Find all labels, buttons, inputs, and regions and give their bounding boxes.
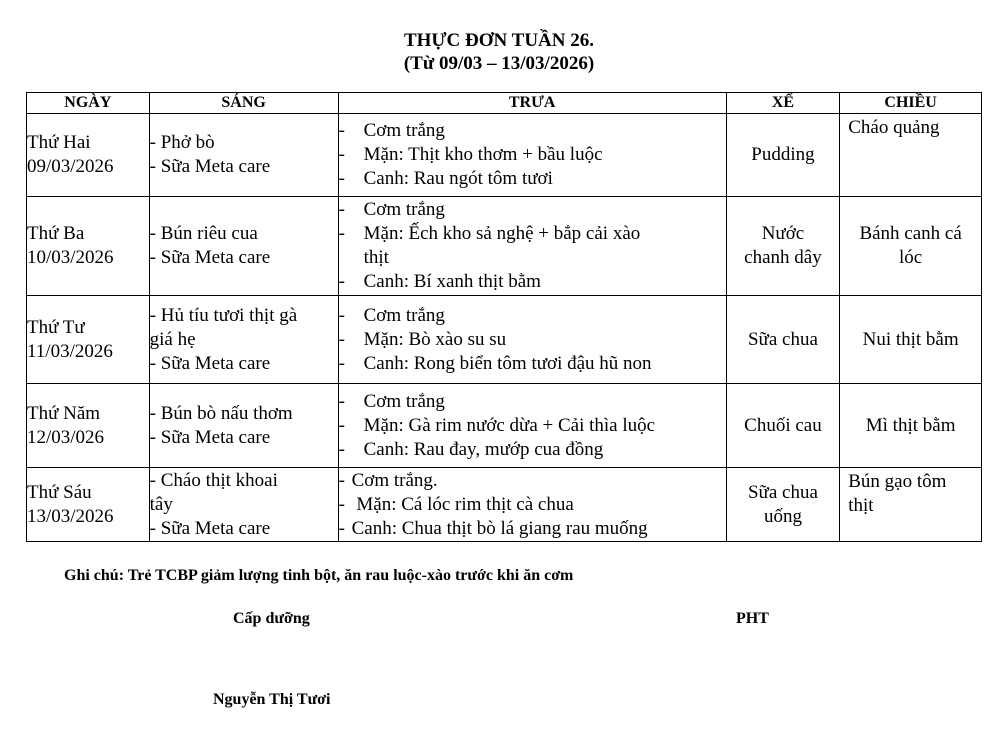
- header-xe: XẾ: [726, 93, 840, 114]
- day-date: 10/03/2026: [27, 247, 114, 268]
- afternoon-cell: [840, 114, 982, 197]
- day-cell: [27, 114, 150, 197]
- afternoon-item: lóc: [899, 247, 923, 268]
- day-cell: [27, 384, 150, 468]
- day-date: 13/03/2026: [27, 505, 114, 527]
- lunch-item: Mặn: Cá lóc rim thịt cà chua: [351, 493, 574, 515]
- snack-cell: [726, 384, 840, 468]
- breakfast-item: - Bún bò nấu thơm: [149, 402, 293, 424]
- lunch-item: Cơm trắng: [363, 390, 445, 412]
- lunch-item: Canh: Rong biển tôm tươi đậu hũ non: [363, 352, 652, 374]
- lunch-item: Canh: Bí xanh thịt bằm: [363, 271, 541, 292]
- bullet: -: [338, 390, 345, 412]
- breakfast-item: - Sữa Meta care: [149, 426, 271, 448]
- snack-cell: [726, 114, 840, 197]
- bullet: -: [338, 223, 345, 244]
- lunch-item: Cơm trắng: [363, 120, 445, 141]
- breakfast-item: - Phở bò: [149, 132, 215, 153]
- afternoon-item: Mì thịt bằm: [865, 414, 956, 436]
- breakfast-item: - Sữa Meta care: [149, 517, 271, 539]
- breakfast-item: tây: [149, 493, 173, 515]
- afternoon-item: Bánh canh cá: [859, 223, 962, 244]
- snack-item: Sữa chua: [747, 481, 818, 503]
- snack-cell: [726, 197, 840, 296]
- bullet: -: [338, 271, 345, 292]
- day-date: 12/03/026: [27, 426, 105, 448]
- day-name: Thứ Hai: [27, 132, 91, 153]
- breakfast-item: giá hẹ: [149, 328, 196, 350]
- breakfast-item: - Bún riêu cua: [149, 223, 258, 244]
- afternoon-cell: [840, 468, 982, 542]
- bullet: -: [338, 469, 345, 491]
- table-header-row: [27, 93, 982, 114]
- document-title: THỰC ĐƠN TUẦN 26.: [403, 30, 594, 51]
- day-name: Thứ Năm: [27, 402, 101, 424]
- lunch-item: Mặn: Thịt kho thơm + bầu luộc: [363, 144, 603, 165]
- menu-table: [26, 92, 982, 542]
- lunch-cell: [338, 114, 726, 197]
- day-cell: [27, 197, 150, 296]
- breakfast-item: - Cháo thịt khoai: [149, 469, 278, 491]
- table-row: [27, 114, 982, 197]
- breakfast-cell: [149, 384, 338, 468]
- breakfast-cell: [149, 468, 338, 542]
- bullet: -: [338, 168, 345, 189]
- snack-item: chanh dây: [744, 247, 822, 268]
- bullet: -: [338, 414, 345, 436]
- day-name: Thứ Tư: [27, 316, 85, 338]
- lunch-item: Mặn: Bò xào su su: [363, 328, 507, 350]
- header-sang: SÁNG: [149, 93, 338, 114]
- afternoon-item: Nui thịt bằm: [862, 328, 959, 350]
- signer-left-name: Nguyễn Thị Tươi: [213, 691, 331, 708]
- note-text: Ghi chú: Trẻ TCBP giảm lượng tinh bột, ăn rau luộc-xào trước khi ăn cơm: [64, 567, 574, 584]
- snack-item: Pudding: [751, 144, 815, 165]
- breakfast-item: - Sữa Meta care: [149, 352, 271, 374]
- bullet: -: [338, 199, 345, 220]
- header-chieu: CHIỀU: [840, 93, 982, 114]
- table-row: [27, 468, 982, 542]
- header-ngay: NGÀY: [27, 93, 150, 114]
- header-trua: TRƯA: [338, 93, 726, 114]
- snack-cell: [726, 296, 840, 384]
- bullet: -: [338, 517, 345, 539]
- signer-right-title: PHT: [736, 610, 769, 627]
- breakfast-item: - Hủ tíu tươi thịt gà: [149, 304, 298, 326]
- afternoon-item: thịt: [848, 495, 874, 516]
- lunch-cell: [338, 197, 726, 296]
- lunch-item: Mặn: Ếch kho sả nghệ + bắp cải xào: [363, 223, 641, 244]
- lunch-item: Cơm trắng: [363, 199, 445, 220]
- lunch-item: Canh: Chua thịt bò lá giang rau muống: [351, 517, 648, 539]
- snack-item: Sữa chua: [747, 328, 818, 350]
- bullet: -: [338, 304, 345, 326]
- snack-item: Nước: [761, 223, 805, 244]
- table-row: [27, 296, 982, 384]
- lunch-cell: [338, 384, 726, 468]
- lunch-item: Canh: Rau đay, mướp cua đồng: [363, 438, 604, 460]
- bullet: -: [338, 493, 345, 515]
- breakfast-cell: [149, 296, 338, 384]
- lunch-item: Mặn: Gà rim nước dừa + Cải thìa luộc: [363, 414, 656, 436]
- bullet: -: [338, 438, 345, 460]
- breakfast-item: - Sữa Meta care: [149, 156, 271, 177]
- snack-cell: [726, 468, 840, 542]
- breakfast-item: - Sữa Meta care: [149, 247, 271, 268]
- snack-item: uống: [763, 505, 802, 527]
- table-row: [27, 384, 982, 468]
- day-name: Thứ Sáu: [27, 481, 92, 503]
- snack-item: Chuối cau: [744, 414, 822, 436]
- bullet: -: [338, 120, 345, 141]
- day-cell: [27, 468, 150, 542]
- lunch-item: Cơm trắng.: [351, 469, 438, 491]
- bullet: -: [338, 144, 345, 165]
- day-date: 09/03/2026: [27, 156, 114, 177]
- day-date: 11/03/2026: [27, 340, 113, 362]
- lunch-item: Canh: Rau ngót tôm tươi: [363, 168, 553, 189]
- breakfast-cell: [149, 114, 338, 197]
- lunch-item-continued: thịt: [363, 247, 389, 268]
- afternoon-cell: [840, 384, 982, 468]
- afternoon-cell: [840, 296, 982, 384]
- signer-left-title: Cấp dưỡng: [233, 610, 310, 627]
- breakfast-cell: [149, 197, 338, 296]
- day-cell: [27, 296, 150, 384]
- document-subtitle: (Từ 09/03 – 13/03/2026): [403, 53, 595, 74]
- afternoon-item: Cháo quảng: [848, 117, 940, 138]
- table-row: [27, 197, 982, 296]
- lunch-cell: [338, 296, 726, 384]
- afternoon-item: Bún gạo tôm: [848, 471, 947, 492]
- afternoon-cell: [840, 197, 982, 296]
- bullet: -: [338, 352, 345, 374]
- lunch-item: Cơm trắng: [363, 304, 445, 326]
- day-name: Thứ Ba: [27, 223, 85, 244]
- bullet: -: [338, 328, 345, 350]
- lunch-cell: [338, 468, 726, 542]
